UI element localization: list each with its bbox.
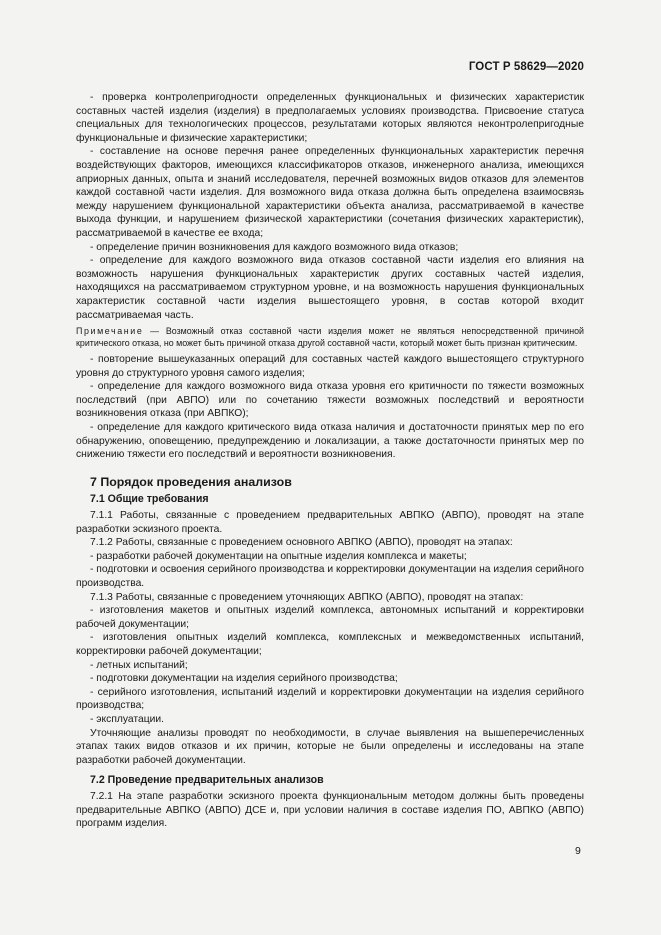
section-heading: 7 Порядок проведения анализов [90,474,292,489]
list-item: - подготовки и освоения серийного производства и корректировки документации на изделия серийного производства. [76,564,584,589]
clause-7-1-3: 7.1.3 Работы, связанные с проведением уточняющих АВПКО (АВПО), проводят на этапах: [90,591,524,603]
list-item: - разработки рабочей документации на опытные изделия комплекса и макеты; [90,550,467,562]
list-item: - изготовления опытных изделий комплекса, комплексных и межведомственных испытаний, корректировки рабочей документации; [76,632,584,657]
list-item: - определение причин возникновения для каждого возможного вида отказов; [90,241,459,253]
list-item: - проверка контролепригодности определенных функциональных и физических характеристик составных частей изделия (изделия) в предполагаемых условиях производства. Присвоение статуса специальных для технологических процессов, результатами которых являются неконтролепригодные функциональные и физические характеристики; [76,92,584,144]
list-item: - определение для каждого критического вида отказа наличия и достаточности принятых мер по его обнаружению, оповещению, предупреждению и локализации, а также достаточности принятых мер по снижению тяжести его последствий и вероятности возникновения. [76,422,584,461]
standard-designation: ГОСТ Р 58629—2020 [468,61,584,73]
list-item: - повторение вышеуказанных операций для составных частей каждого вышестоящего структурного уровня до структурного уровня самого изделия; [76,354,584,379]
clause-7-1-1: 7.1.1 Работы, связанные с проведением предварительных АВПКО (АВПО), проводят на этапе разработки эскизного проекта. [76,510,584,535]
list-item: - подготовки документации на изделия серийного производства; [90,673,398,685]
note [76,325,584,349]
note-text: Возможный отказ составной части изделия может не являться непосредственной причиной критического отказа, но может быть причиной отказа другой составной части, который может быть признан критическим. [76,326,584,349]
list-item: - составление на основе перечня ранее определенных функциональных характеристик перечня воздействующих факторов, имеющихся классификаторов отказов, инженерного анализа, имеющихся априорных данных, опыта и знаний исследователя, перечней возможных видов отказов для элементов каждой составной части изделия. Для возможного вида отказа должна быть определена взаимосвязь между нарушением функциональной характеристики объекта анализа, рассматриваемой в качестве выхода функции, и нарушением физической характеристики (сочетания физических характеристик), рассматриваемой в качестве ее входа; [76,146,584,239]
list-item: - серийного изготовления, испытаний изделий и корректировки документации на изделия серийного производства; [76,686,584,712]
clause-7-2-1: 7.2.1 На этапе разработки эскизного проекта функциональным методом должны быть проведены предварительные АВПКО (АВПО) ДСЕ и, при условии наличия в составе изделия ПО, АВПКО (АВПО) программ изделия. [76,790,584,830]
clarifying-paragraph: Уточняющие анализы проводят по необходимости, в случае выявления на вышеперечисленных этапах таких видов отказов и их причин, которые не были определены и исследованы на этапе разработки рабочей документации. [76,727,584,766]
list-item: - эксплуатации. [90,713,165,725]
page-number: 9 [575,845,581,857]
clause-7-1-2: 7.1.2 Работы, связанные с проведением основного АВПКО (АВПО), проводят на этапах: [90,537,513,549]
list-item: - летных испытаний; [90,659,188,671]
note-label: Примечание [76,326,144,337]
page-body [76,91,584,831]
list-item: - изготовления макетов и опытных изделий комплекса, автономных испытаний и корректировки рабочей документации; [76,605,584,630]
subsection-heading: 7.1 Общие требования [90,493,209,506]
note-dash: — [150,326,160,337]
list-item: - определение для каждого возможного вида отказа уровня его критичности по тяжести возможных последствий (при АВПО) или по сочетанию тяжести возможных последствий и вероятности возникновения отказа (при АВПКО); [76,381,584,420]
list-item: - определение для каждого возможного вида отказов составной части изделия его влияния на возможность нарушения функциональных характеристик других составных частей изделия, находящихся на рассматриваемом структурном уровне, и на возможность нарушения функциональных характеристик составной части изделия вышестоящего уровня, в состав которой входит рассматриваемая часть. [76,255,584,321]
subsection-heading: 7.2 Проведение предварительных анализов [90,774,324,787]
